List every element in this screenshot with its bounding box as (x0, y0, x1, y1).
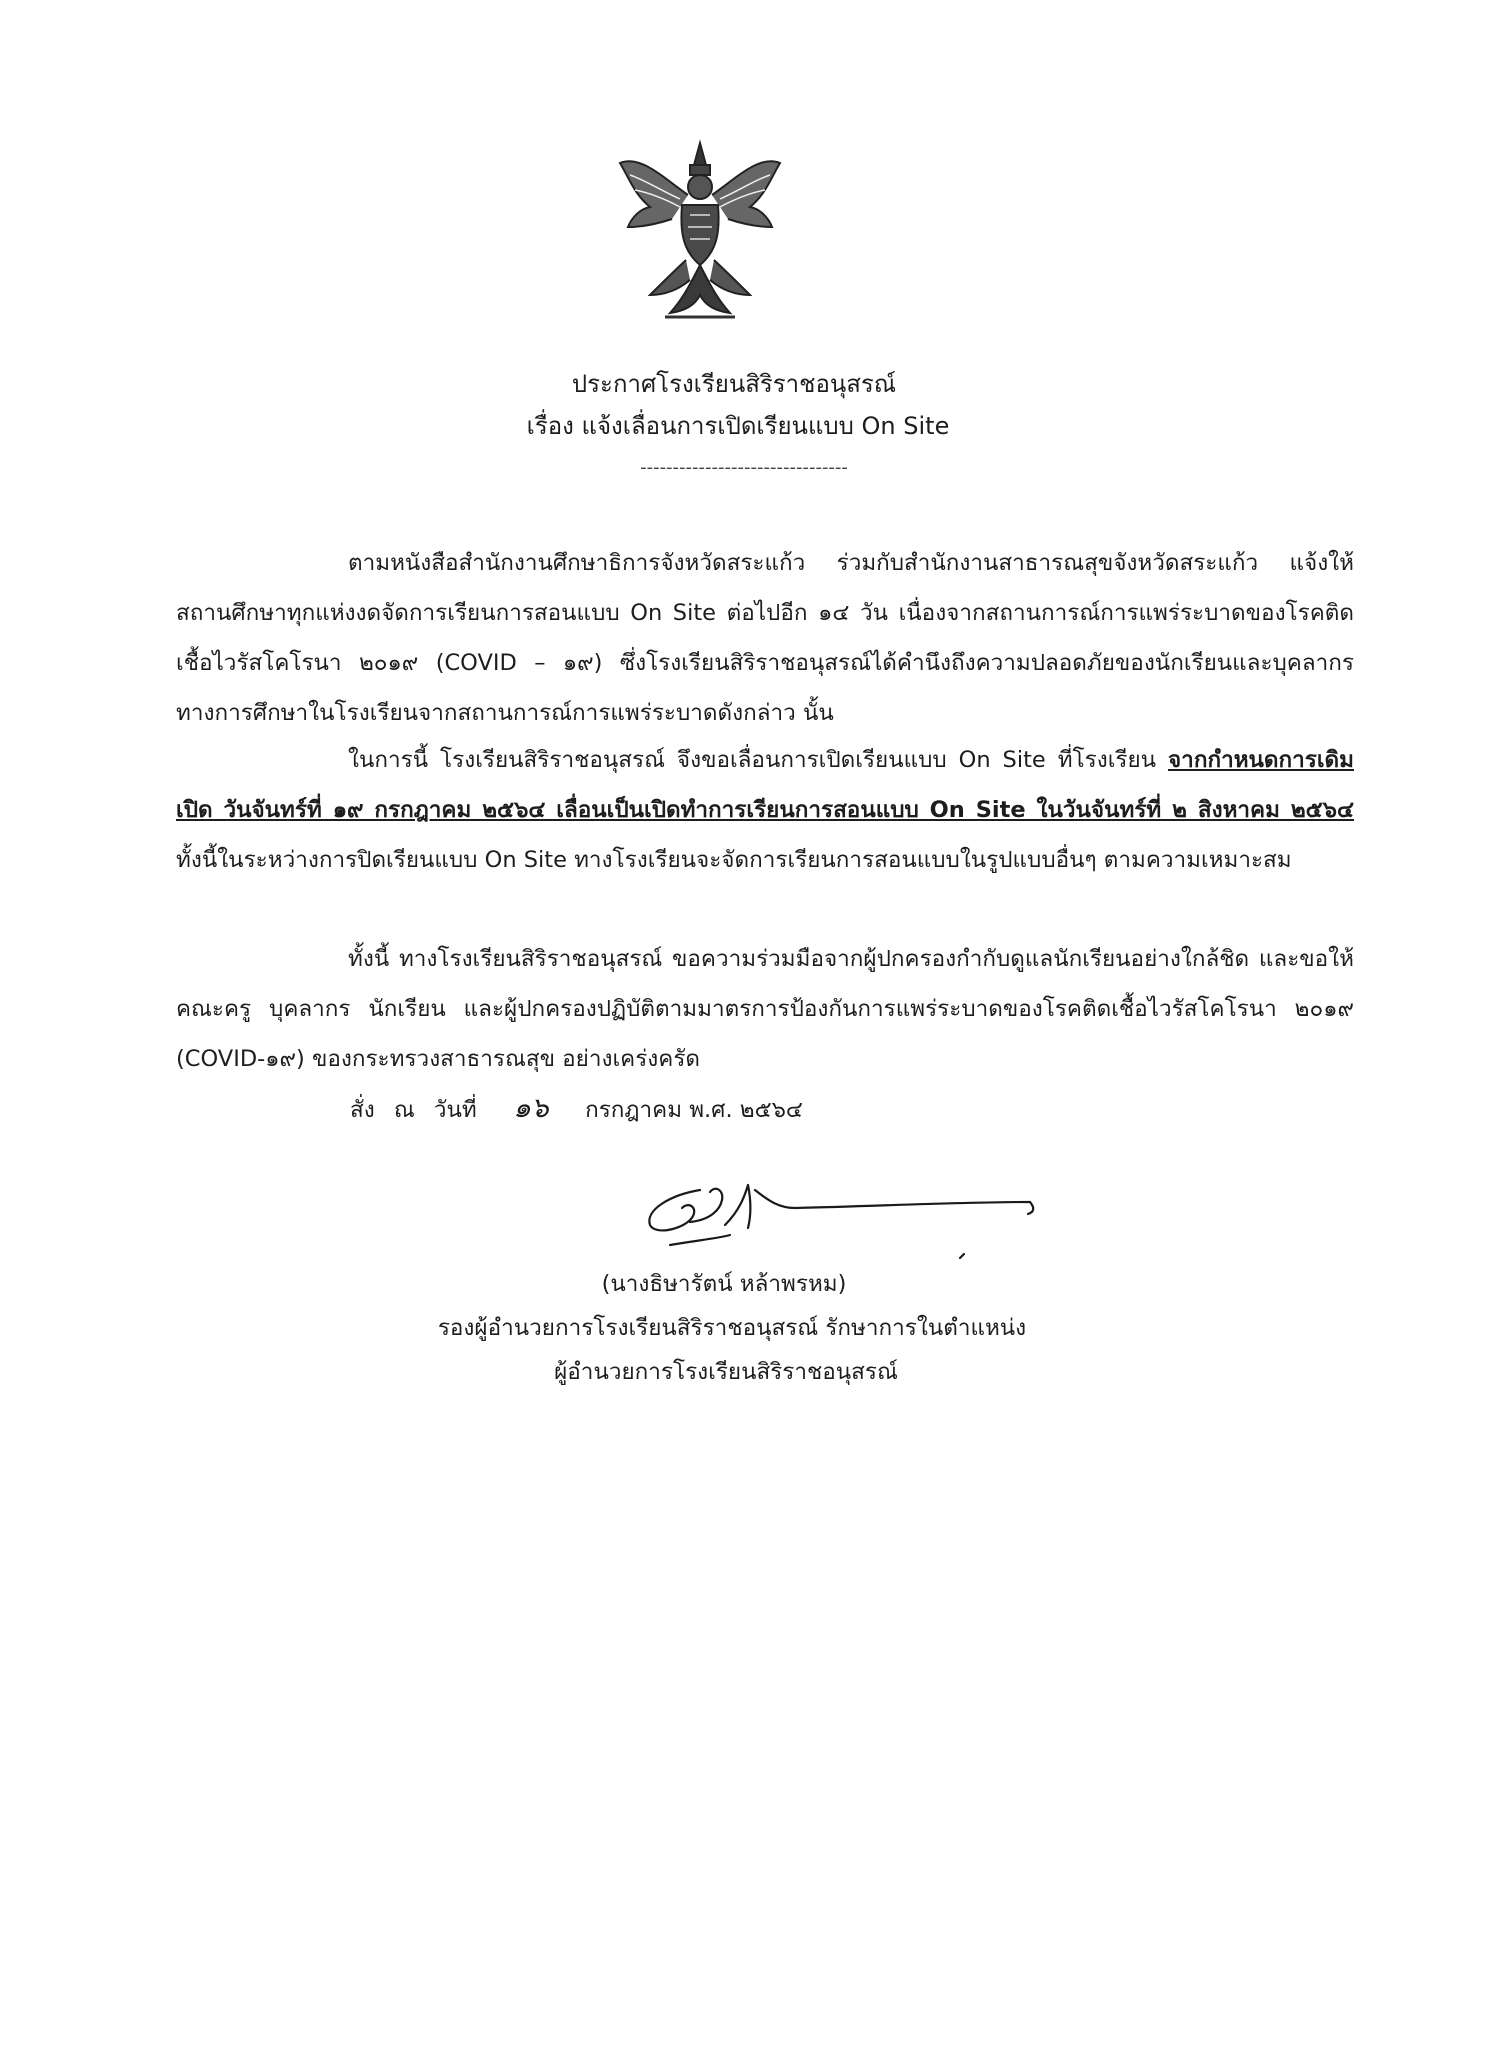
paragraph-2 (176, 735, 1354, 885)
announcement-title: ประกาศโรงเรียนสิริราชอนุสรณ์ (571, 370, 897, 398)
signatory-name: (นางธิษารัตน์ หล้าพรหม) (601, 1271, 847, 1297)
paragraph-2-start: ในการนี้ โรงเรียนสิริราชอนุสรณ์ จึงขอเลื่อนการเปิดเรียนแบบ On Site ที่โรงเรียน (348, 747, 1168, 773)
title-separator: -------------------------------- (640, 457, 848, 478)
signature-mark (630, 1150, 1050, 1280)
paragraph-2-end: ทั้งนี้ในระหว่างการปิดเรียนแบบ On Site ทางโรงเรียนจะจัดการเรียนการสอนแบบในรูปแบบอื่นๆ ตามความเหมาะสม (176, 847, 1292, 873)
paragraph-2-emphasis: จากกำหนดการเดิมเปิด วันจันทร์ที่ ๑๙ กรกฎาคม ๒๕๖๔ เลื่อนเป็นเปิดทำการเรียนการสอนแบบ On Site ในวันจันทร์ที่ ๒ สิงหาคม ๒๕๖๔ (176, 747, 1354, 823)
order-prefix-3: วันที่ (433, 1097, 477, 1123)
paragraph-3-text: ทั้งนี้ ทางโรงเรียนสิริราชอนุสรณ์ ขอความร่วมมือจากผู้ปกครองกำกับดูแลนักเรียนอย่างใกล้ชิด และขอให้คณะครู บุคลากร นักเรียน และผู้ปกครองปฏิบัติตามมาตรการป้องกันการแพร่ระบาดของโรคติดเชื้อไวรัสโคโรนา ๒๐๑๙ (COVID-๑๙) ของกระทรวงสาธารณสุข อย่างเคร่งครัด (176, 946, 1354, 1072)
paragraph-1 (176, 538, 1354, 738)
order-month-year: กรกฎาคม พ.ศ. ๒๕๖๔ (585, 1097, 803, 1123)
signatory-position-1: รองผู้อำนวยการโรงเรียนสิริราชอนุสรณ์ รักษาการในตำแหน่ง (437, 1315, 1027, 1341)
announcement-subject: เรื่อง แจ้งเลื่อนการเปิดเรียนแบบ On Site (526, 412, 950, 440)
paragraph-3 (176, 934, 1354, 1084)
order-day-handwritten: ๑๖ (513, 1091, 549, 1124)
paragraph-1-text: ตามหนังสือสำนักงานศึกษาธิการจังหวัดสระแก้ว ร่วมกับสำนักงานสาธารณสุขจังหวัดสระแก้ว แจ้งให้สถานศึกษาทุกแห่งงดจัดการเรียนการสอนแบบ On Site ต่อไปอีก ๑๔ วัน เนื่องจากสถานการณ์การแพร่ระบาดของโรคติดเชื้อไวรัสโคโรนา ๒๐๑๙ (COVID – ๑๙) ซึ่งโรงเรียนสิริราชอนุสรณ์ได้คำนึงถึงความปลอดภัยของนักเรียนและบุคลากรทางการศึกษาในโรงเรียนจากสถานการณ์การแพร่ระบาดดังกล่าว นั้น (176, 550, 1354, 726)
garuda-emblem-icon (610, 135, 790, 325)
order-prefix-1: สั่ง (350, 1097, 375, 1123)
order-prefix-2: ณ (393, 1097, 415, 1123)
order-date-line (350, 1088, 815, 1130)
signatory-position-2: ผู้อำนวยการโรงเรียนสิริราชอนุสรณ์ (554, 1359, 898, 1385)
